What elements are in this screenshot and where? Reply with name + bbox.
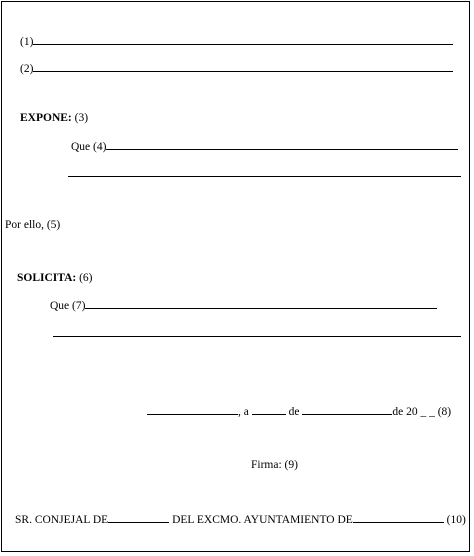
por-ello: Por ello, (5) — [5, 219, 61, 231]
que-7-row — [50, 298, 437, 313]
date-place-blank[interactable] — [147, 404, 238, 415]
footer-ayuntamiento-blank[interactable] — [353, 512, 444, 523]
date-year-label: de 20 _ _ (8) — [392, 406, 452, 418]
date-a-label: , a — [238, 406, 249, 418]
date-de-label: de — [288, 406, 300, 418]
solicita-ref: (6) — [79, 272, 93, 284]
field-2-blank[interactable] — [33, 61, 453, 72]
footer-conjejal-label: SR. CONJEJAL DE — [15, 514, 109, 526]
field-2-label: (2) — [20, 63, 34, 75]
date-day-blank[interactable] — [252, 404, 286, 415]
que-4-row — [71, 139, 458, 154]
que-7-label: Que (7) — [50, 300, 86, 312]
que-7-continuation-line[interactable] — [53, 336, 461, 337]
que-4-blank[interactable] — [106, 139, 458, 150]
expone-heading — [20, 111, 88, 125]
que-4-continuation-line[interactable] — [68, 176, 461, 177]
date-row — [147, 404, 451, 419]
solicita-heading — [17, 271, 93, 285]
field-1-row — [20, 34, 453, 49]
field-1-blank[interactable] — [33, 34, 453, 45]
footer-ayuntamiento-label: DEL EXCMO. AYUNTAMIENTO DE — [172, 514, 353, 526]
field-2-row — [20, 61, 453, 76]
firma-label: Firma: (9) — [251, 459, 298, 471]
que-7-blank[interactable] — [85, 298, 437, 309]
footer-row — [15, 512, 466, 527]
footer-conjejal-blank[interactable] — [108, 512, 169, 523]
footer-ref: (10) — [446, 514, 466, 526]
expone-ref: (3) — [74, 112, 89, 124]
solicita-label: SOLICITA: — [17, 272, 77, 284]
expone-label: EXPONE: — [20, 112, 72, 124]
field-1-label: (1) — [20, 36, 34, 48]
que-4-label: Que (4) — [71, 141, 107, 153]
date-month-blank[interactable] — [302, 404, 392, 415]
